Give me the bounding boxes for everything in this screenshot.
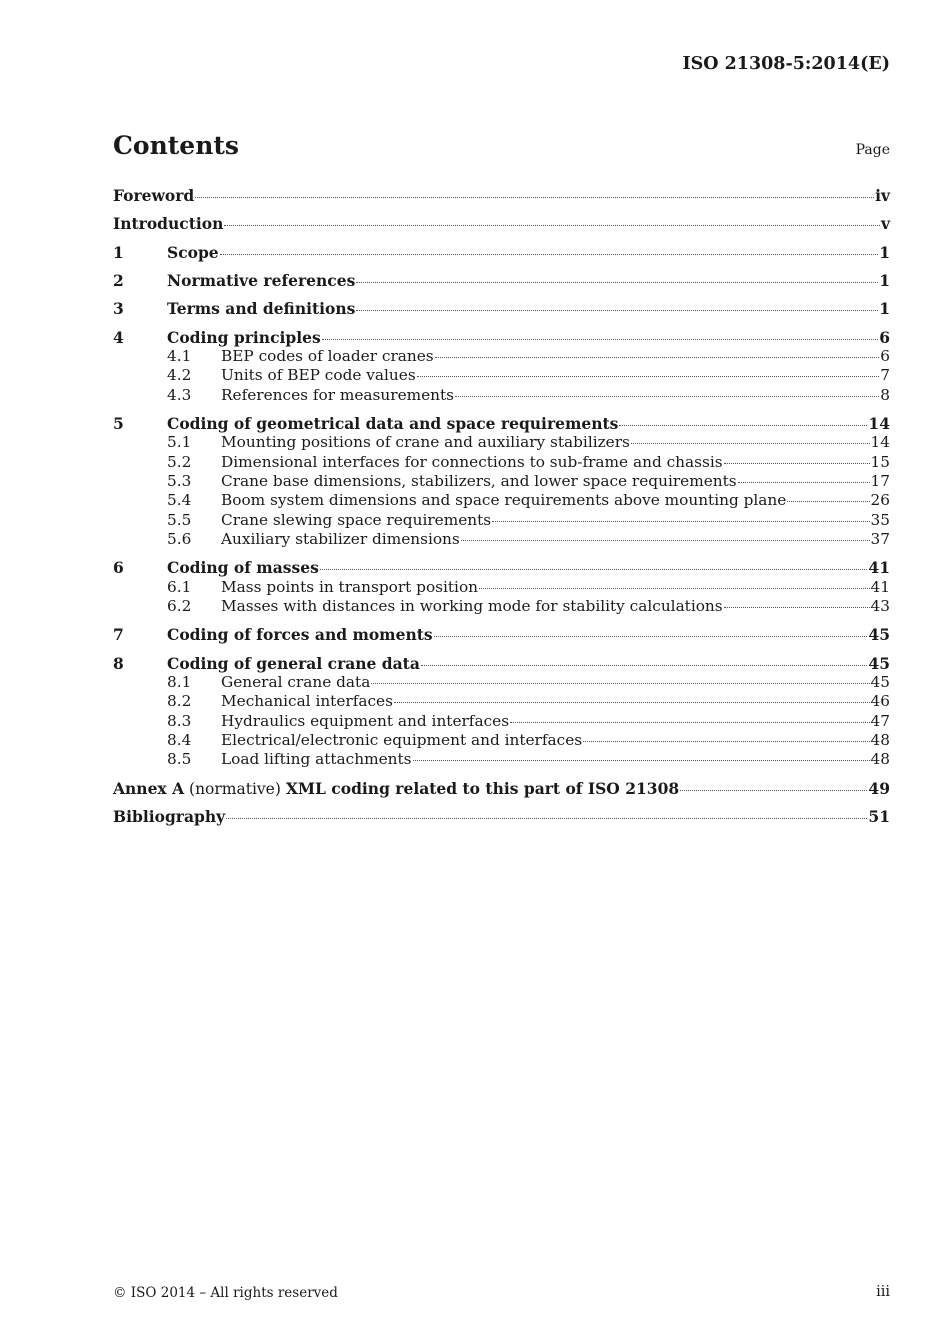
toc-entry-page: 41 bbox=[870, 578, 890, 596]
toc-entry-number: 8.3 bbox=[167, 712, 192, 730]
toc-entry-title-text: Coding of forces and moments bbox=[167, 625, 433, 644]
toc-entry[interactable] bbox=[113, 558, 890, 577]
toc-entry-number: 6.1 bbox=[167, 578, 192, 596]
toc-entry-title bbox=[221, 530, 460, 549]
toc-entry-title-text: Mechanical interfaces bbox=[221, 692, 393, 710]
toc-entry[interactable] bbox=[113, 750, 890, 769]
toc-entry-title-text: Bibliography bbox=[113, 807, 226, 826]
toc-entry-page: 46 bbox=[870, 692, 890, 710]
toc-entry-page: 41 bbox=[868, 558, 890, 577]
toc-entry-page: 14 bbox=[868, 414, 890, 433]
toc-entry-page: 43 bbox=[870, 597, 890, 615]
toc-entry-title bbox=[221, 692, 393, 711]
toc-entry[interactable] bbox=[113, 472, 890, 491]
toc-entry-page: 45 bbox=[868, 625, 890, 644]
toc-entry-title-text: Coding principles bbox=[167, 328, 321, 347]
toc-entry-page: 26 bbox=[870, 491, 890, 509]
toc-entry[interactable] bbox=[113, 530, 890, 549]
toc-entry-title-text: Crane slewing space requirements bbox=[221, 511, 492, 529]
toc-dot-leader bbox=[356, 282, 878, 283]
toc-dot-leader bbox=[371, 683, 869, 684]
toc-entry-title bbox=[167, 414, 618, 433]
toc-entry[interactable] bbox=[113, 511, 890, 530]
toc-dot-leader bbox=[220, 254, 879, 255]
toc-entry-title bbox=[167, 654, 420, 673]
toc-dot-leader bbox=[680, 790, 867, 791]
document-header-id: ISO 21308-5:2014(E) bbox=[682, 54, 890, 74]
toc-dot-leader bbox=[510, 722, 869, 723]
toc-dot-leader bbox=[356, 310, 878, 311]
toc-entry-title-text: Load lifting attachments bbox=[221, 750, 412, 768]
toc-dot-leader bbox=[413, 760, 870, 761]
toc-entry-number: 1 bbox=[113, 243, 124, 262]
toc-entry-page: 51 bbox=[868, 807, 890, 826]
toc-entry-page: iv bbox=[875, 186, 890, 205]
toc-entry[interactable] bbox=[113, 414, 890, 433]
toc-entry-title-text: Dimensional interfaces for connections to sub-frame and chassis bbox=[221, 453, 723, 471]
toc-entry-title-text: Terms and definitions bbox=[167, 299, 356, 318]
toc-dot-leader bbox=[195, 197, 874, 198]
toc-entry-number: 8.4 bbox=[167, 731, 192, 749]
toc-entry-title bbox=[221, 673, 370, 692]
toc-entry-title bbox=[221, 712, 509, 731]
toc-entry[interactable] bbox=[113, 712, 890, 731]
toc-entry-number: 4.2 bbox=[167, 366, 192, 384]
toc-entry-title bbox=[167, 625, 433, 644]
toc-entry-number: 2 bbox=[113, 271, 124, 290]
toc-entry-title bbox=[167, 328, 321, 347]
contents-title: Contents bbox=[113, 131, 240, 160]
toc-entry-title bbox=[221, 578, 478, 597]
toc-entry-title bbox=[113, 186, 194, 205]
toc-entry[interactable] bbox=[113, 779, 890, 799]
toc-dot-leader bbox=[787, 501, 869, 502]
toc-entry-number: 5.4 bbox=[167, 491, 192, 509]
toc-dot-leader bbox=[322, 339, 878, 340]
toc-dot-leader bbox=[394, 702, 870, 703]
toc-entry-page: 1 bbox=[879, 271, 890, 290]
toc-dot-leader bbox=[455, 396, 879, 397]
toc-dot-leader bbox=[417, 376, 880, 377]
toc-entry-number: 8.2 bbox=[167, 692, 192, 710]
toc-entry-title-text: Auxiliary stabilizer dimensions bbox=[221, 530, 460, 548]
toc-entry-page: 8 bbox=[880, 386, 890, 404]
toc-entry-title bbox=[167, 271, 355, 290]
toc-entry-title-text: General crane data bbox=[221, 673, 371, 691]
toc-entry-title-text: Normative references bbox=[167, 271, 356, 290]
toc-entry-number: 3 bbox=[113, 299, 124, 318]
toc-entry-title bbox=[221, 366, 416, 385]
toc-entry-title-text: Mass points in transport position bbox=[221, 578, 479, 596]
toc-entry[interactable] bbox=[113, 366, 890, 385]
toc-entry[interactable] bbox=[113, 692, 890, 711]
toc-entry-title-text: Masses with distances in working mode for stability calculations bbox=[221, 597, 723, 615]
toc-entry-number: 5 bbox=[113, 414, 124, 433]
toc-entry-number: 6.2 bbox=[167, 597, 192, 615]
toc-entry-title bbox=[113, 214, 223, 233]
toc-entry[interactable] bbox=[113, 654, 890, 673]
toc-entry-title bbox=[221, 472, 737, 491]
toc-entry-title bbox=[113, 807, 225, 826]
toc-entry-page: 15 bbox=[870, 453, 890, 471]
toc-entry-number: 4 bbox=[113, 328, 124, 347]
toc-entry-number: 5.3 bbox=[167, 472, 192, 490]
toc-entry-title bbox=[167, 243, 219, 262]
toc-entry[interactable] bbox=[113, 328, 890, 347]
toc-entry-title-text: References for measurements bbox=[221, 386, 455, 404]
toc-entry-page: 45 bbox=[870, 673, 890, 691]
toc-entry-page: 49 bbox=[868, 779, 890, 798]
toc-entry-title-text: Units of BEP code values bbox=[221, 366, 416, 384]
toc-entry[interactable] bbox=[113, 625, 890, 644]
toc-dot-leader bbox=[631, 443, 870, 444]
toc-entry-title bbox=[221, 750, 412, 769]
toc-entry[interactable] bbox=[113, 433, 890, 452]
toc-entry-page: 1 bbox=[879, 299, 890, 318]
toc-entry-title bbox=[221, 731, 582, 750]
toc-entry-title-text: BEP codes of loader cranes bbox=[221, 347, 434, 365]
toc-entry-number: 4.1 bbox=[167, 347, 192, 365]
toc-entry-number: 8.5 bbox=[167, 750, 192, 768]
toc-entry-number: 4.3 bbox=[167, 386, 192, 404]
toc-entry-title-text: Boom system dimensions and space requirements above mounting plane bbox=[221, 491, 787, 509]
toc-entry-page: 37 bbox=[870, 530, 890, 548]
toc-entry-number: 7 bbox=[113, 625, 124, 644]
toc-entry[interactable] bbox=[113, 386, 890, 405]
toc-entry-title-text: Crane base dimensions, stabilizers, and lower space requirements bbox=[221, 472, 737, 490]
toc-entry-title-text: Annex A bbox=[113, 779, 185, 798]
toc-entry-number: 5.1 bbox=[167, 433, 192, 451]
toc-dot-leader bbox=[421, 665, 868, 666]
footer-copyright: © ISO 2014 – All rights reserved bbox=[113, 1285, 338, 1301]
toc-entry-title bbox=[167, 299, 355, 318]
toc-entry-page: v bbox=[880, 214, 890, 233]
toc-dot-leader bbox=[724, 463, 870, 464]
toc-entry-title-text: Coding of general crane data bbox=[167, 654, 420, 673]
toc-dot-leader bbox=[724, 607, 870, 608]
toc-entry-page: 48 bbox=[870, 731, 890, 749]
toc-entry-page: 1 bbox=[879, 243, 890, 262]
toc-entry-number: 6 bbox=[113, 558, 124, 577]
toc-entry-page: 47 bbox=[870, 712, 890, 730]
toc-entry-title-text: Coding of geometrical data and space requirements bbox=[167, 414, 619, 433]
toc-entry-title bbox=[221, 386, 454, 405]
toc-entry-page: 35 bbox=[870, 511, 890, 529]
toc-dot-leader bbox=[619, 425, 867, 426]
toc-entry[interactable] bbox=[113, 347, 890, 366]
toc-entry-title-text: Mounting positions of crane and auxiliary stabilizers bbox=[221, 433, 630, 451]
toc-entry-title-text: Scope bbox=[167, 243, 219, 262]
toc-entry-number: 5.6 bbox=[167, 530, 192, 548]
toc-entry-title bbox=[221, 453, 723, 472]
toc-entry-title bbox=[221, 433, 630, 452]
toc-entry[interactable] bbox=[113, 243, 890, 262]
toc-entry-title-text: Electrical/electronic equipment and interfaces bbox=[221, 731, 583, 749]
toc-entry[interactable] bbox=[113, 186, 890, 205]
toc-entry-title-text: Hydraulics equipment and interfaces bbox=[221, 712, 510, 730]
toc-dot-leader bbox=[583, 741, 869, 742]
toc-entry[interactable] bbox=[113, 491, 890, 510]
toc-dot-leader bbox=[738, 482, 870, 483]
toc-entry-title bbox=[221, 491, 786, 510]
toc-entry[interactable] bbox=[113, 807, 890, 826]
toc-dot-leader bbox=[224, 225, 880, 226]
toc-entry-page: 14 bbox=[870, 433, 890, 451]
toc-entry-title bbox=[221, 347, 434, 366]
toc-entry-number: 5.2 bbox=[167, 453, 192, 471]
toc-dot-leader bbox=[479, 588, 870, 589]
toc-entry-page: 7 bbox=[880, 366, 890, 384]
toc-dot-leader bbox=[226, 818, 867, 819]
toc-entry[interactable] bbox=[113, 731, 890, 750]
toc-entry[interactable] bbox=[113, 271, 890, 290]
toc-entry-title-text: Introduction bbox=[113, 214, 224, 233]
toc-entry-title bbox=[113, 779, 679, 799]
toc-entry-page: 6 bbox=[879, 328, 890, 347]
toc-entry[interactable] bbox=[113, 597, 890, 616]
toc-entry[interactable] bbox=[113, 453, 890, 472]
toc-dot-leader bbox=[492, 521, 869, 522]
toc-dot-leader bbox=[435, 357, 880, 358]
footer-page-number: iii bbox=[876, 1284, 890, 1300]
toc-entry-title-text: Coding of masses bbox=[167, 558, 319, 577]
toc-dot-leader bbox=[320, 569, 868, 570]
toc-entry-title bbox=[167, 558, 319, 577]
toc-dot-leader bbox=[434, 636, 868, 637]
toc-entry-page: 48 bbox=[870, 750, 890, 768]
toc-entry-title bbox=[221, 597, 723, 616]
toc-entry-page: 6 bbox=[880, 347, 890, 365]
toc-entry[interactable] bbox=[113, 299, 890, 318]
toc-entry[interactable] bbox=[113, 214, 890, 233]
toc-entry[interactable] bbox=[113, 578, 890, 597]
page-column-label: Page bbox=[855, 142, 890, 158]
toc-entry-number: 5.5 bbox=[167, 511, 192, 529]
toc-entry-number: 8 bbox=[113, 654, 124, 673]
toc-entry-page: 17 bbox=[870, 472, 890, 490]
toc-entry-number: 8.1 bbox=[167, 673, 192, 691]
toc-entry-title bbox=[221, 511, 491, 530]
toc-entry-title-annotation: (normative) bbox=[184, 780, 286, 798]
toc-entry-title-rest: XML coding related to this part of ISO 21308 bbox=[285, 779, 680, 798]
toc-entry[interactable] bbox=[113, 673, 890, 692]
toc-entry-title-text: Foreword bbox=[113, 186, 195, 205]
toc-dot-leader bbox=[461, 540, 870, 541]
toc-entry-page: 45 bbox=[868, 654, 890, 673]
